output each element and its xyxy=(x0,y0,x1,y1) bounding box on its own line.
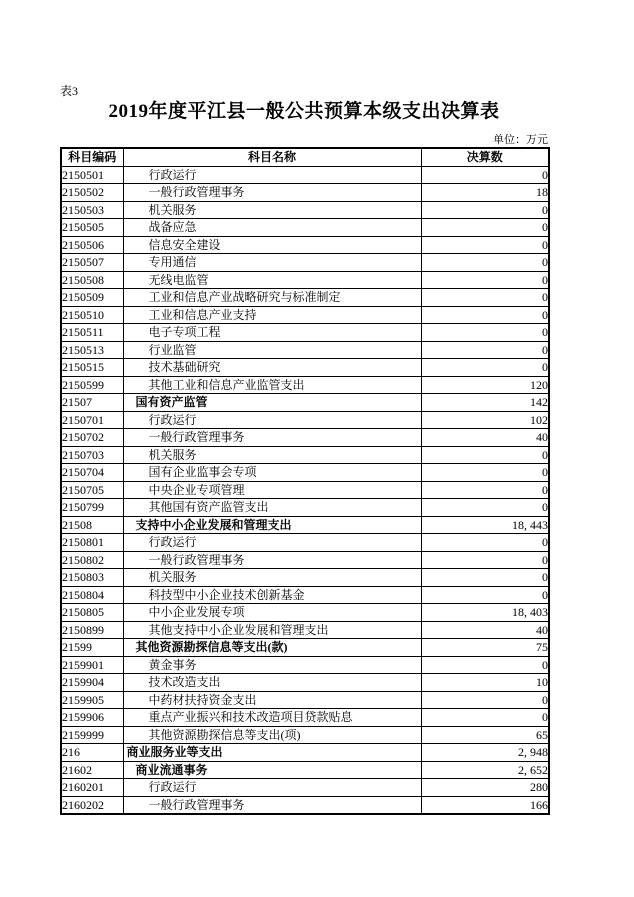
table-row xyxy=(61,709,549,727)
cell-subject-name: 商业流通事务 xyxy=(123,761,421,779)
cell-final-amount: 2, 948 xyxy=(421,744,549,762)
cell-final-amount: 0 xyxy=(421,306,549,324)
cell-final-amount: 0 xyxy=(421,219,549,237)
cell-subject-name: 工业和信息产业战略研究与标准制定 xyxy=(123,289,421,307)
table-row xyxy=(61,516,549,534)
table-row xyxy=(61,534,549,552)
cell-subject-code: 2160201 xyxy=(61,779,123,797)
cell-final-amount: 10 xyxy=(421,674,549,692)
table-row xyxy=(61,324,549,342)
cell-final-amount: 120 xyxy=(421,376,549,394)
cell-subject-name: 行政运行 xyxy=(123,779,421,797)
table-row xyxy=(61,586,549,604)
cell-final-amount: 280 xyxy=(421,779,549,797)
cell-subject-code: 2150505 xyxy=(61,219,123,237)
table-row xyxy=(61,551,549,569)
cell-final-amount: 0 xyxy=(421,709,549,727)
cell-subject-code: 2150799 xyxy=(61,499,123,517)
cell-subject-name: 其他资源勘探信息等支出(款) xyxy=(123,639,421,657)
cell-subject-name: 科技型中小企业技术创新基金 xyxy=(123,586,421,604)
cell-final-amount: 18, 403 xyxy=(421,604,549,622)
cell-final-amount: 166 xyxy=(421,796,549,814)
cell-subject-code: 2159904 xyxy=(61,674,123,692)
cell-final-amount: 18 xyxy=(421,184,549,202)
cell-subject-name: 行政运行 xyxy=(123,166,421,184)
cell-subject-code: 2159999 xyxy=(61,726,123,744)
table-row xyxy=(61,621,549,639)
cell-subject-code: 2159901 xyxy=(61,656,123,674)
cell-subject-code: 2150510 xyxy=(61,306,123,324)
cell-final-amount: 0 xyxy=(421,166,549,184)
table-row xyxy=(61,289,549,307)
cell-final-amount: 0 xyxy=(421,236,549,254)
table-row xyxy=(61,254,549,272)
cell-subject-name: 其他工业和信息产业监管支出 xyxy=(123,376,421,394)
cell-subject-name: 黄金事务 xyxy=(123,656,421,674)
cell-subject-name: 中药材扶持资金支出 xyxy=(123,691,421,709)
cell-final-amount: 0 xyxy=(421,586,549,604)
table-row xyxy=(61,796,549,814)
cell-subject-name: 专用通信 xyxy=(123,254,421,272)
cell-subject-code: 2150503 xyxy=(61,201,123,219)
cell-subject-code: 2150702 xyxy=(61,429,123,447)
table-row xyxy=(61,446,549,464)
table-row xyxy=(61,691,549,709)
cell-subject-name: 电子专项工程 xyxy=(123,324,421,342)
cell-subject-code: 2150508 xyxy=(61,271,123,289)
cell-subject-code: 2150501 xyxy=(61,166,123,184)
cell-subject-name: 机关服务 xyxy=(123,446,421,464)
cell-final-amount: 102 xyxy=(421,411,549,429)
cell-subject-code: 2160202 xyxy=(61,796,123,814)
cell-subject-code: 21602 xyxy=(61,761,123,779)
cell-subject-code: 21507 xyxy=(61,394,123,412)
table-row xyxy=(61,604,549,622)
table-body xyxy=(61,166,549,814)
cell-subject-name: 国有资产监管 xyxy=(123,394,421,412)
cell-final-amount: 0 xyxy=(421,446,549,464)
cell-subject-code: 2150803 xyxy=(61,569,123,587)
cell-final-amount: 0 xyxy=(421,569,549,587)
cell-final-amount: 0 xyxy=(421,656,549,674)
cell-final-amount: 0 xyxy=(421,289,549,307)
cell-subject-code: 2150705 xyxy=(61,481,123,499)
cell-subject-name: 信息安全建设 xyxy=(123,236,421,254)
table-row xyxy=(61,236,549,254)
cell-final-amount: 2, 652 xyxy=(421,761,549,779)
cell-subject-code: 2150701 xyxy=(61,411,123,429)
cell-subject-code: 2150802 xyxy=(61,551,123,569)
cell-subject-name: 其他国有资产监管支出 xyxy=(123,499,421,517)
table-row xyxy=(61,639,549,657)
page-title: 2019年度平江县一般公共预算本级支出决算表 xyxy=(108,101,500,122)
cell-subject-name: 中小企业发展专项 xyxy=(123,604,421,622)
cell-subject-code: 2150507 xyxy=(61,254,123,272)
cell-subject-code: 2150599 xyxy=(61,376,123,394)
budget-table xyxy=(60,147,550,815)
header-subject-code: 科目编码 xyxy=(61,148,123,166)
cell-subject-name: 一般行政管理事务 xyxy=(123,184,421,202)
cell-final-amount: 0 xyxy=(421,481,549,499)
cell-subject-name: 行业监管 xyxy=(123,341,421,359)
cell-final-amount: 65 xyxy=(421,726,549,744)
table-row xyxy=(61,184,549,202)
cell-subject-code: 2150502 xyxy=(61,184,123,202)
cell-subject-code: 2150899 xyxy=(61,621,123,639)
cell-subject-code: 21599 xyxy=(61,639,123,657)
table-row xyxy=(61,481,549,499)
header-final-amount: 决算数 xyxy=(421,148,549,166)
cell-subject-code: 2150511 xyxy=(61,324,123,342)
table-row xyxy=(61,376,549,394)
cell-subject-name: 无线电监管 xyxy=(123,271,421,289)
cell-final-amount: 40 xyxy=(421,621,549,639)
cell-final-amount: 0 xyxy=(421,551,549,569)
cell-subject-name: 一般行政管理事务 xyxy=(123,796,421,814)
cell-subject-code: 2159906 xyxy=(61,709,123,727)
cell-final-amount: 0 xyxy=(421,499,549,517)
cell-subject-name: 支持中小企业发展和管理支出 xyxy=(123,516,421,534)
table-row xyxy=(61,166,549,184)
table-row xyxy=(61,569,549,587)
table-row xyxy=(61,341,549,359)
cell-subject-name: 机关服务 xyxy=(123,201,421,219)
table-row xyxy=(61,499,549,517)
cell-subject-name: 重点产业振兴和技术改造项目贷款贴息 xyxy=(123,709,421,727)
table-row xyxy=(61,429,549,447)
cell-final-amount: 0 xyxy=(421,324,549,342)
cell-final-amount: 0 xyxy=(421,359,549,377)
table-row xyxy=(61,744,549,762)
cell-subject-name: 商业服务业等支出 xyxy=(123,744,421,762)
table-row xyxy=(61,726,549,744)
cell-subject-name: 一般行政管理事务 xyxy=(123,551,421,569)
table-row xyxy=(61,411,549,429)
table-row xyxy=(61,761,549,779)
table-row xyxy=(61,674,549,692)
cell-subject-code: 2150703 xyxy=(61,446,123,464)
cell-final-amount: 18, 443 xyxy=(421,516,549,534)
cell-subject-code: 2150801 xyxy=(61,534,123,552)
cell-subject-code: 216 xyxy=(61,744,123,762)
cell-subject-code: 2150804 xyxy=(61,586,123,604)
cell-subject-name: 技术改造支出 xyxy=(123,674,421,692)
header-subject-name: 科目名称 xyxy=(123,148,421,166)
cell-subject-code: 2150805 xyxy=(61,604,123,622)
cell-subject-name: 行政运行 xyxy=(123,411,421,429)
table-row xyxy=(61,219,549,237)
cell-subject-code: 21508 xyxy=(61,516,123,534)
cell-subject-name: 技术基础研究 xyxy=(123,359,421,377)
cell-subject-name: 行政运行 xyxy=(123,534,421,552)
table-row xyxy=(61,656,549,674)
table-row xyxy=(61,201,549,219)
cell-final-amount: 75 xyxy=(421,639,549,657)
cell-final-amount: 0 xyxy=(421,534,549,552)
table-row xyxy=(61,271,549,289)
table-row xyxy=(61,359,549,377)
cell-subject-name: 其他资源勘探信息等支出(项) xyxy=(123,726,421,744)
cell-subject-code: 2150509 xyxy=(61,289,123,307)
cell-final-amount: 0 xyxy=(421,341,549,359)
cell-subject-name: 机关服务 xyxy=(123,569,421,587)
cell-subject-code: 2150704 xyxy=(61,464,123,482)
cell-final-amount: 0 xyxy=(421,201,549,219)
table-row xyxy=(61,464,549,482)
table-header-row xyxy=(61,148,549,166)
cell-final-amount: 0 xyxy=(421,254,549,272)
unit-label: 单位：万元 xyxy=(493,134,548,146)
cell-final-amount: 40 xyxy=(421,429,549,447)
table-row xyxy=(61,779,549,797)
cell-final-amount: 142 xyxy=(421,394,549,412)
cell-subject-code: 2150506 xyxy=(61,236,123,254)
cell-subject-name: 其他支持中小企业发展和管理支出 xyxy=(123,621,421,639)
cell-subject-code: 2150515 xyxy=(61,359,123,377)
cell-subject-code: 2159905 xyxy=(61,691,123,709)
table-row xyxy=(61,394,549,412)
cell-subject-name: 工业和信息产业支持 xyxy=(123,306,421,324)
cell-subject-name: 一般行政管理事务 xyxy=(123,429,421,447)
cell-subject-name: 国有企业监事会专项 xyxy=(123,464,421,482)
table-row xyxy=(61,306,549,324)
cell-subject-name: 战备应急 xyxy=(123,219,421,237)
cell-final-amount: 0 xyxy=(421,464,549,482)
cell-subject-code: 2150513 xyxy=(61,341,123,359)
table-number-label: 表3 xyxy=(60,84,79,98)
cell-subject-name: 中央企业专项管理 xyxy=(123,481,421,499)
cell-final-amount: 0 xyxy=(421,691,549,709)
cell-final-amount: 0 xyxy=(421,271,549,289)
